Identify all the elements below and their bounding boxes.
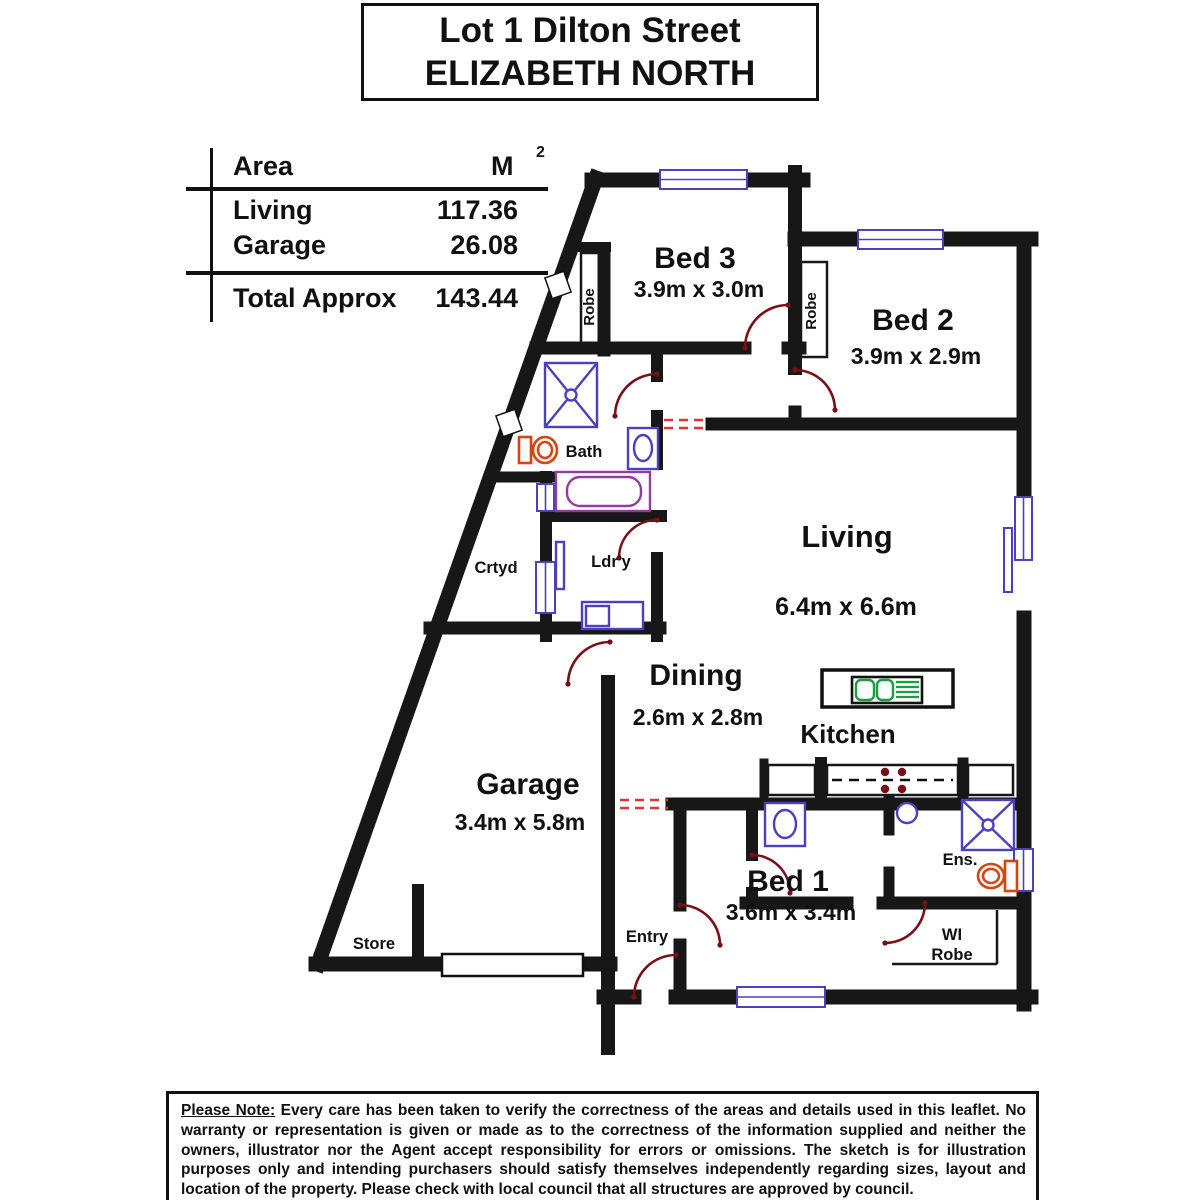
wi-robe-label-1: WI <box>941 926 963 944</box>
table-row-garage-value: 26.08 <box>450 230 518 260</box>
courtyard-label: Crtyd <box>474 559 518 577</box>
bed2-label: Bed 2 <box>872 304 954 337</box>
laundry-tub-icon <box>582 602 643 629</box>
bed2-robe-label: Robe <box>803 292 820 330</box>
page-title-line1: Lot 1 Dilton Street <box>439 11 741 51</box>
table-header-unit-sup: 2 <box>536 144 545 161</box>
garage-dims: 3.4m x 5.8m <box>454 809 586 835</box>
ensuite-toilet-icon <box>978 861 1017 891</box>
bath-shower-icon <box>545 363 597 427</box>
bath-door <box>615 374 657 416</box>
bed3-window <box>660 170 747 189</box>
disclaimer-box <box>166 1091 1039 1200</box>
garage-label: Garage <box>476 768 580 801</box>
bath-vanity-icon <box>628 428 658 469</box>
table-row-garage-label: Garage <box>233 230 327 260</box>
dining-dims: 2.6m x 2.8m <box>632 704 764 730</box>
kitchen-counter-right <box>968 765 1013 795</box>
table-row-living-value: 117.36 <box>436 195 518 225</box>
table-total-value: 143.44 <box>435 283 518 313</box>
bed1-dims: 3.6m x 3.4m <box>725 899 857 925</box>
kitchen-sink-icon <box>852 677 922 703</box>
living-dims: 6.4m x 6.6m <box>775 593 917 621</box>
ensuite-basin-icon <box>897 803 917 823</box>
kitchen-label: Kitchen <box>800 719 896 749</box>
bed3-label: Bed 3 <box>654 242 736 275</box>
laundry-bench-icon <box>556 542 564 589</box>
courtyard-door <box>536 562 555 613</box>
page-title-line2: ELIZABETH NORTH <box>424 53 756 93</box>
living-sliding-door <box>1004 497 1032 592</box>
bed3-robe-label: Robe <box>581 288 598 326</box>
ensuite-vanity-icon <box>765 803 805 846</box>
table-header-rule <box>186 187 548 191</box>
bed2-door <box>795 370 835 410</box>
table-header-unit <box>491 153 514 180</box>
bed2-window <box>858 230 943 249</box>
laundry-label: Ldr'y <box>591 553 631 571</box>
bed3-dims: 3.9m x 3.0m <box>633 276 765 302</box>
ensuite-label: Ens. <box>942 851 978 869</box>
dining-label: Dining <box>649 659 743 692</box>
table-row-living-label: Living <box>233 195 313 225</box>
garage-door <box>442 954 583 976</box>
store-label: Store <box>352 935 396 953</box>
table-total-label: Total Approx <box>233 283 397 313</box>
wi-robe-label-2: Robe <box>931 946 973 964</box>
bath-window <box>537 484 554 511</box>
dining-hall-opening <box>620 800 668 808</box>
disclaimer-text: Every care has been taken to verify the correctness of the areas and details used in this leaflet. No warranty or representation is given or made as to the correctness of the information supplied and neither the owners, illustrator nor the Agent accept responsibility for errors or omissions. The sketch is for illustration purposes only and intending purchasers should satisfy themselves independently regarding sizes, layout and location of the property. Please check with local council that all structures are approved by council. <box>181 1102 1026 1199</box>
hall-living-opening <box>664 420 709 428</box>
bath-toilet-icon <box>519 437 557 463</box>
kitchen-counter-left <box>768 765 815 795</box>
living-label: Living <box>801 519 893 554</box>
bed2-dims: 3.9m x 2.9m <box>850 343 982 369</box>
table-header-area: Area <box>233 151 294 181</box>
ensuite-shower-icon <box>962 800 1014 850</box>
bed1-window <box>737 987 825 1007</box>
table-total-rule <box>186 271 548 275</box>
unit-m: M <box>491 151 514 181</box>
disclaimer-label: Please Note: <box>181 1102 276 1119</box>
entry-label: Entry <box>625 928 669 946</box>
table-vertical-rule <box>210 148 213 322</box>
bed1-label: Bed 1 <box>747 865 829 898</box>
bath-label: Bath <box>565 443 603 461</box>
bathtub-icon <box>556 472 650 511</box>
title-box <box>361 3 819 101</box>
